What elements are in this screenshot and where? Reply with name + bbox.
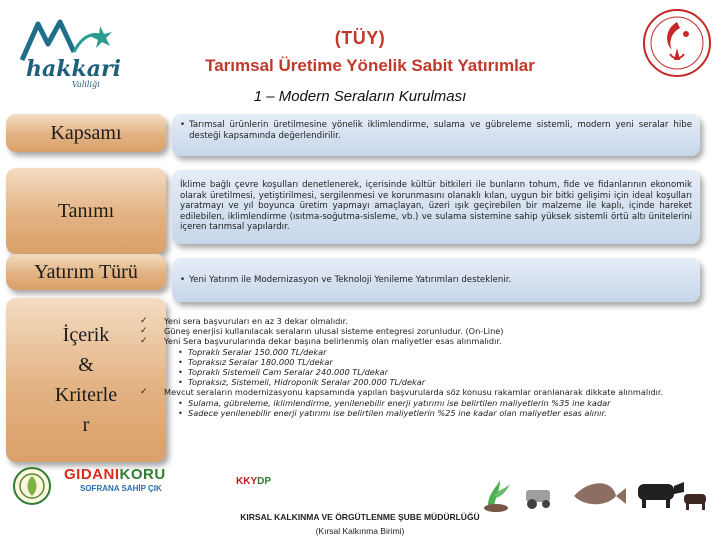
criteria-list [140,316,700,418]
svg-text:Valiliği: Valiliği [72,80,100,89]
section-title: 1 – Modern Seraların Kurulması [253,88,467,105]
list-item: ✓ Güneş enerjisi kullanılacak seraların ulusal sisteme entegresi zorunludur. (On-Line) [140,326,504,337]
desc-investment-type-text: Yeni Yatırım ile Modernizasyon ve Teknoloji Yenileme Yatırımları desteklenir. [189,274,512,285]
farm-illustration [478,466,714,514]
page-title: (TÜY) [334,28,386,48]
label-criteria-line2: & [78,354,94,376]
cow-icon [638,484,674,500]
bullet-icon: • [178,397,183,408]
label-definition-text: Tanımı [57,199,115,222]
bullet-icon: • [178,346,183,357]
cost-item: • Topraksız Seralar 180.000 TL/dekar [178,356,333,367]
page-subtitle: Tarımsal Üretime Yönelik Sabit Yatırımlar [205,56,535,75]
list-item: ✓ Mevcut seraların modernizasyonu kapsamında yapılan başvurularda söz konusu rakamlar oranlanarak dikkate alınmalıdır. [140,387,664,398]
cost-item: • Topraklı Sistemeli Cam Seralar 240.000 TL/dekar [178,367,388,378]
bullet-icon: • [178,407,183,418]
label-investment-type [6,254,166,290]
checkmark-icon: ✓ [140,336,148,347]
bullet-icon: • [180,120,186,130]
seal-logo [12,466,52,506]
label-criteria-line1: İçerik [62,324,110,346]
bullet-icon: • [178,377,183,388]
list-item: ✓ Yeni sera başvuruları en az 3 dekar olmalıdır. [140,316,348,326]
gidani-text: GIDANI [64,466,120,483]
list-item: ✓ Yeni Sera başvurularında dekar başına belirlenmiş olan maliyetler esas alınmalıdır. [140,336,502,347]
fish-icon [574,483,616,504]
bullet-icon: • [178,367,183,378]
bullet-icon: • [178,356,183,367]
footer-unit-subtitle: (Kırsal Kalkınma Birimi) [315,526,405,536]
desc-definition [172,170,700,244]
desc-scope-text: Tarımsal ürünlerin üretilmesine yönelik iklimlendirme, sulama ve gübreleme sistemli, modern yeni seralar hibe desteği kapsamında değerlendirilir. [189,120,692,141]
checkmark-icon: ✓ [140,387,148,398]
desc-definition-text: İklime bağlı çevre koşulları denetlenerek, içerisinde kültür bitkileri ile bunların tohum, fide ve fidanlarının ekonomik olarak üretilmesi, yetiştirilmesi, sergilenmesi ve korunmasını olanaklı kılan, uygun bir bitki gelişimi için ideal koşulları yaratmayı ve yıl boyunca üretim yapmayı amaçlayan, üzeri ışık geçirebilen bir malzeme ile kaplı, içinde hareket edilebilen, iklimlendirme (ısıtma-soğutma-sisleme, vb.) ve sulama sistemine sahip yüksek sistemli örtü altı ünitelerini içeren tarımsal yapılardır. [180,180,692,233]
cost-item: • Topraklı Seralar 150.000 TL/dekar [178,346,327,357]
label-criteria-line3: Kriterle [54,384,118,406]
footer-logos [0,464,720,514]
checkmark-icon: ✓ [140,316,148,326]
label-criteria-line4: r [82,414,90,436]
kkydp-logo: KKYDP [236,476,272,487]
desc-scope [172,114,700,156]
footer-unit-name: KIRSAL KALKINMA VE ÖRGÜTLENME ŞUBE MÜDÜRLÜĞÜ [240,512,480,522]
desc-investment-type [172,258,700,302]
label-definition [6,168,166,254]
modernization-item: • Sulama, gübreleme, iklimlendirme, yenilenebilir enerji yatırımı ise belirtilen maliyetlerin %35 ine kadar [178,397,611,408]
gidani-slogan: SOFRANA SAHİP ÇIK [80,484,162,493]
koru-text: KORU [119,466,166,483]
cost-item: • Topraksız, Sistemeli, Hidroponik Seralar 200.000 TL/dekar [178,377,426,388]
modernization-item: • Sadece yenilenebilir enerji yatırımı ise belirtilen maliyetlerin %25 ine kadar olan maliyetler esas alınır. [178,407,607,418]
svg-text:hakkari: hakkari [26,56,121,82]
checkmark-icon: ✓ [140,326,148,337]
gidani-koru-logo [64,466,166,493]
label-scope-text: Kapsamı [50,121,122,144]
label-scope [6,114,166,152]
bullet-icon: • [180,274,186,285]
label-investment-type-text: Yatırım Türü [34,260,138,283]
